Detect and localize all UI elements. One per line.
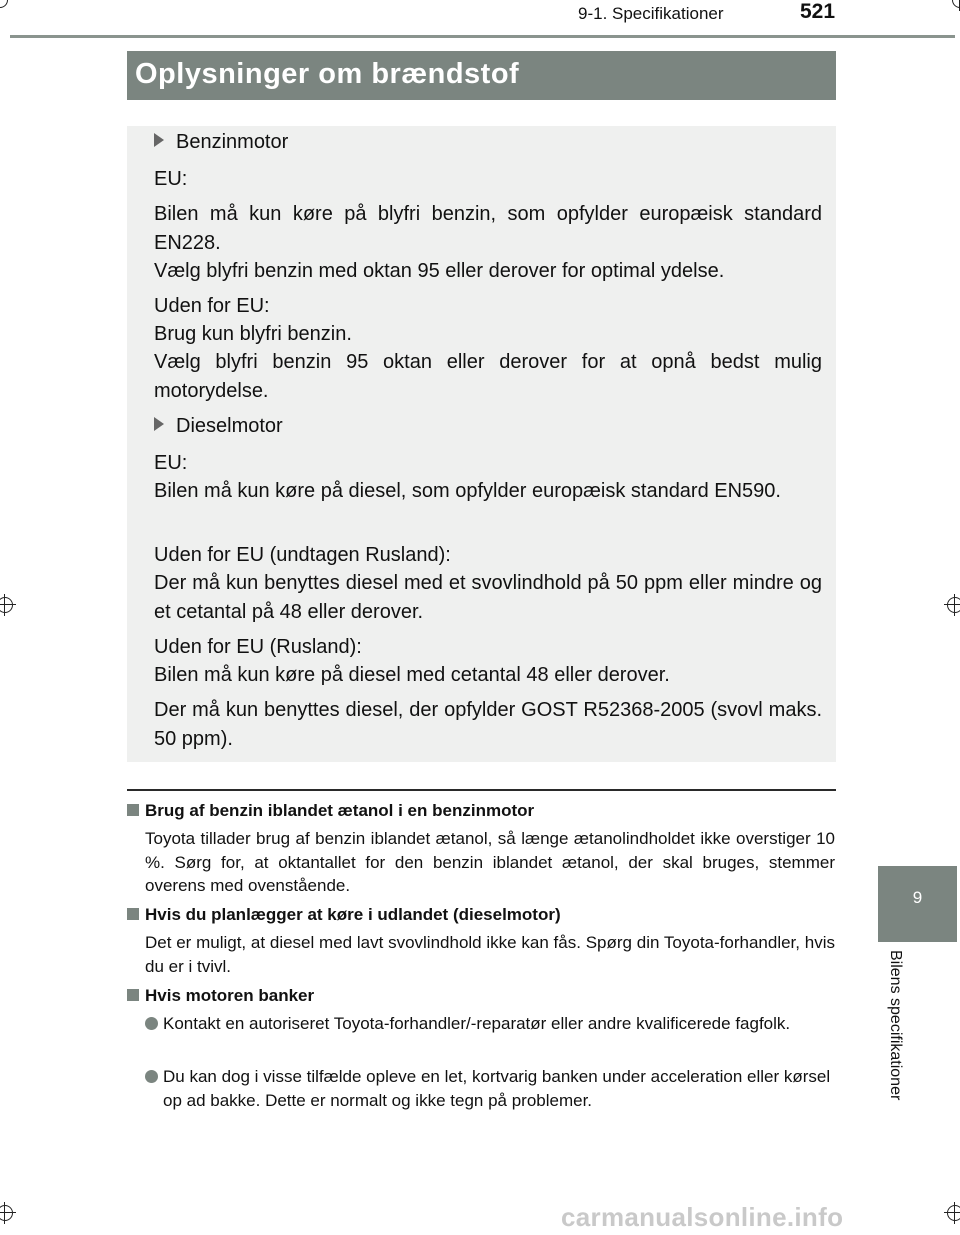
- note-text-ethanol: Toyota tillader brug af benzin iblandet ætanol, så længe ætanolindholdet ikke overstiger 10 %. Sørg for, at oktantallet for den benzin iblandet ætanol, der skal bruges, stemmer overens med ovenstående.: [145, 829, 835, 895]
- header-section-title: 9-1. Specifikationer: [578, 4, 724, 23]
- diesel-russia-label: Uden for EU (Rusland):: [154, 636, 362, 658]
- chapter-number: 9: [912, 888, 923, 907]
- petrol-eu-text: Bilen må kun køre på blyfri benzin, som opfylder europæisk standard EN228.: [154, 203, 822, 254]
- petrol-heading: Benzinmotor: [154, 128, 288, 156]
- knocking-bullet-1: Kontakt en autoriseret Toyota-forhandler/-reparatør eller andre kvalificerede fagfolk.: [145, 1012, 837, 1036]
- note-heading-ethanol: Brug af benzin iblandet ætanol i en benzinmotor: [127, 800, 534, 822]
- square-bullet-icon: [127, 989, 139, 1001]
- crop-mark-top-left: [0, 0, 11, 11]
- petrol-eu-label: EU:: [154, 168, 188, 190]
- circle-bullet-icon: [145, 1070, 158, 1083]
- diesel-noneu-text: Der må kun benyttes diesel med et svovlindhold på 50 ppm eller mindre og et cetantal på 48 eller derover.: [154, 572, 822, 623]
- knocking-bullet-2: Du kan dog i visse tilfælde opleve en let, kortvarig banken under acceleration eller kørsel op ad bakke. Dette er normalt og ikke tegn på problemer.: [145, 1065, 837, 1112]
- petrol-noneu-text1: Brug kun blyfri benzin.: [154, 323, 352, 345]
- watermark: carmanualsonline.info: [561, 1202, 844, 1232]
- crop-mark-mid-left: [0, 594, 16, 616]
- triangle-bullet-icon: [154, 417, 164, 431]
- crop-mark-top-right: [949, 0, 960, 11]
- page-number: 521: [800, 0, 836, 23]
- diesel-eu-text: Bilen må kun køre på diesel, som opfylder europæisk standard EN590.: [154, 480, 781, 502]
- square-bullet-icon: [127, 804, 139, 816]
- triangle-bullet-icon: [154, 133, 164, 147]
- crop-mark-mid-right: [944, 594, 960, 616]
- diesel-noneu-label: Uden for EU (undtagen Rusland):: [154, 544, 451, 566]
- crop-mark-bottom-right: [944, 1202, 960, 1224]
- diesel-russia-text2: Der må kun benyttes diesel, der opfylder GOST R52368-2005 (svovl maks. 50 ppm).: [154, 699, 822, 750]
- header-rule: [10, 35, 955, 38]
- chapter-side-label: Bilens specifikationer: [887, 950, 904, 1101]
- section-title-bar: [127, 51, 836, 100]
- chapter-tab: [878, 866, 957, 942]
- note-text-abroad: Det er muligt, at diesel med lavt svovlindhold ikke kan fås. Spørg din Toyota-forhandler, hvis du er i tvivl.: [145, 933, 835, 976]
- note-heading-abroad: Hvis du planlægger at køre i udlandet (dieselmotor): [127, 904, 561, 926]
- petrol-noneu-label: Uden for EU:: [154, 295, 270, 317]
- circle-bullet-icon: [145, 1017, 158, 1030]
- diesel-heading: Dieselmotor: [154, 412, 283, 440]
- note-heading-knocking: Hvis motoren banker: [127, 985, 314, 1007]
- fuel-spec-box: [127, 126, 836, 762]
- petrol-eu-text2: Vælg blyfri benzin med oktan 95 eller derover for optimal ydelse.: [154, 260, 725, 282]
- diesel-eu-label: EU:: [154, 452, 188, 474]
- crop-mark-bottom-left: [0, 1202, 16, 1224]
- section-divider: [127, 789, 836, 791]
- section-title: Oplysninger om brændstof: [135, 58, 520, 90]
- diesel-russia-text1: Bilen må kun køre på diesel med cetantal 48 eller derover.: [154, 664, 670, 686]
- petrol-noneu-text2: Vælg blyfri benzin 95 oktan eller derover for at opnå bedst mulig motorydelse.: [154, 351, 822, 402]
- square-bullet-icon: [127, 908, 139, 920]
